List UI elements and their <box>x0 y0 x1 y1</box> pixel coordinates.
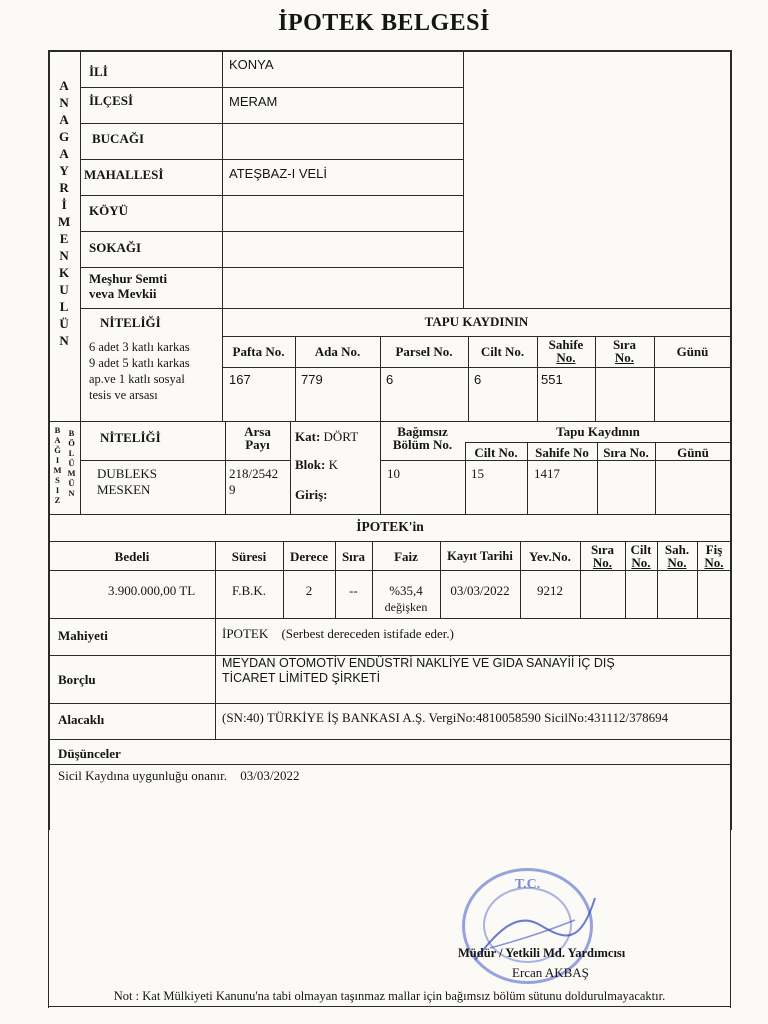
tapu-kaydinin-label: TAPU KAYDININ <box>424 314 529 329</box>
unit-sira-header: Sıra No. <box>603 445 649 460</box>
faiz-value: %35,4 değişken <box>384 583 428 614</box>
unit-vertical-label-right: BÖLÜMÜN <box>66 428 77 498</box>
sahife-header: Sahife No. <box>548 337 584 365</box>
unit-gunu-header: Günü <box>677 445 709 460</box>
mahalle-value: ATEŞBAZ-I VELİ <box>229 166 328 181</box>
uygunluk-text: Sicil Kaydına uygunluğu onanır. 03/03/2022 <box>58 768 300 783</box>
ipotek-sira-no-header: Sıra No. <box>590 542 615 570</box>
ipotek-sira-header: Sıra <box>341 549 366 564</box>
ipotek-header: İPOTEK'in <box>356 519 424 534</box>
ada-value: 779 <box>301 372 323 387</box>
mahalle-label: MAHALLESİ <box>84 167 164 182</box>
bedeli-value: 3.900.000,00 TL <box>108 583 196 598</box>
derece-header: Derece <box>289 549 328 564</box>
semt-label: Meşhur Semti veva Mevkii <box>89 271 168 301</box>
sira-header: Sıra No. <box>612 337 637 365</box>
unit-sahife-header: Sahife No <box>535 445 589 460</box>
unit-niteligi-value: DUBLEKS MESKEN <box>97 466 157 497</box>
blok-field: Blok: K <box>295 457 338 472</box>
kayit-tarihi-value: 03/03/2022 <box>450 583 510 598</box>
ipotek-cilt-no-header: Cilt No. <box>630 542 652 570</box>
derece-value: 2 <box>305 583 313 598</box>
sahife-value: 551 <box>541 372 563 387</box>
bagimsiz-bolum-header: Bağımsız Bölüm No. <box>392 424 453 452</box>
unit-niteligi-label: NİTELİĞİ <box>100 430 161 445</box>
borclu-value: MEYDAN OTOMOTİV ENDÜSTRİ NAKLİYE VE GIDA SANAYİİ İÇ DIŞ TİCARET LİMİTED ŞİRKETİ <box>222 656 615 685</box>
cilt-value: 6 <box>474 372 482 387</box>
signer-title: Müdür / Yetkili Md. Yardımcısı <box>458 946 626 960</box>
borclu-label: Borçlu <box>58 672 96 687</box>
dusunceler-label: Düşünceler <box>58 746 121 761</box>
pafta-header: Pafta No. <box>232 344 285 359</box>
pafta-value: 167 <box>229 372 251 387</box>
giris-field: Giriş: <box>295 487 328 502</box>
faiz-header: Faiz <box>394 549 418 564</box>
alacakli-label: Alacaklı <box>58 712 105 727</box>
suresi-header: Süresi <box>231 549 267 564</box>
ipotek-sah-no-header: Sah. No. <box>664 542 690 570</box>
suresi-value: F.B.K. <box>232 583 266 598</box>
ipotek-fis-no-header: Fiş No. <box>704 542 724 570</box>
alacakli-value: (SN:40) TÜRKİYE İŞ BANKASI A.Ş. VergiNo:4810058590 SicilNo:431112/378694 <box>222 710 669 725</box>
kat-field: Kat: DÖRT <box>295 429 359 444</box>
yev-no-header: Yev.No. <box>529 549 571 564</box>
ilce-label: İLÇESİ <box>89 93 134 108</box>
unit-cilt-header: Cilt No. <box>474 445 518 460</box>
kayit-tarihi-header: Kayıt Tarihi <box>447 549 513 563</box>
unit-cilt-value: 15 <box>471 466 484 481</box>
bolum-no-value: 10 <box>387 466 400 481</box>
parsel-header: Parsel No. <box>395 344 453 359</box>
niteligi-label: NİTELİĞİ <box>100 315 161 330</box>
arsa-payi-value: 218/2542 9 <box>229 466 279 497</box>
unit-vertical-label-left: BAĞIMSIZ <box>52 425 63 505</box>
unit-sahife-value: 1417 <box>534 466 560 481</box>
unit-tapu-kaydinin-header: Tapu Kaydının <box>556 424 640 439</box>
arsa-payi-header: Arsa Payı <box>244 424 271 452</box>
il-value: KONYA <box>229 57 274 72</box>
property-vertical-label: ANAGAYRİMENKULÜN <box>56 78 72 350</box>
mahiyeti-value: İPOTEK (Serbest dereceden istifade eder.) <box>222 626 454 641</box>
niteligi-value: 6 adet 3 katlı karkas 9 adet 5 katlı karkas ap.ve 1 katlı sosyal tesis ve arsası <box>89 340 190 402</box>
koy-label: KÖYÜ <box>89 203 128 218</box>
ipotek-sira-value: -- <box>349 583 358 598</box>
footer-note: Not : Kat Mülkiyeti Kanunu'na tabi olmayan taşınmaz mallar için bağımsız bölüm sütunu doldurulmayacaktır. <box>113 989 666 1003</box>
ada-header: Ada No. <box>314 344 361 359</box>
mahiyeti-label: Mahiyeti <box>58 628 108 643</box>
gunu-header: Günü <box>676 344 709 359</box>
official-seal: T.C. <box>462 868 593 984</box>
signer-name: Ercan AKBAŞ <box>512 965 589 980</box>
yev-no-value: 9212 <box>537 583 563 598</box>
document-title: İPOTEK BELGESİ <box>278 10 490 36</box>
bucak-label: BUCAĞI <box>92 131 145 146</box>
il-label: İLİ <box>89 64 108 79</box>
bedeli-header: Bedeli <box>114 549 150 564</box>
ilce-value: MERAM <box>229 94 278 109</box>
parsel-value: 6 <box>386 372 394 387</box>
sokak-label: SOKAĞI <box>89 240 142 255</box>
cilt-header: Cilt No. <box>480 344 525 359</box>
